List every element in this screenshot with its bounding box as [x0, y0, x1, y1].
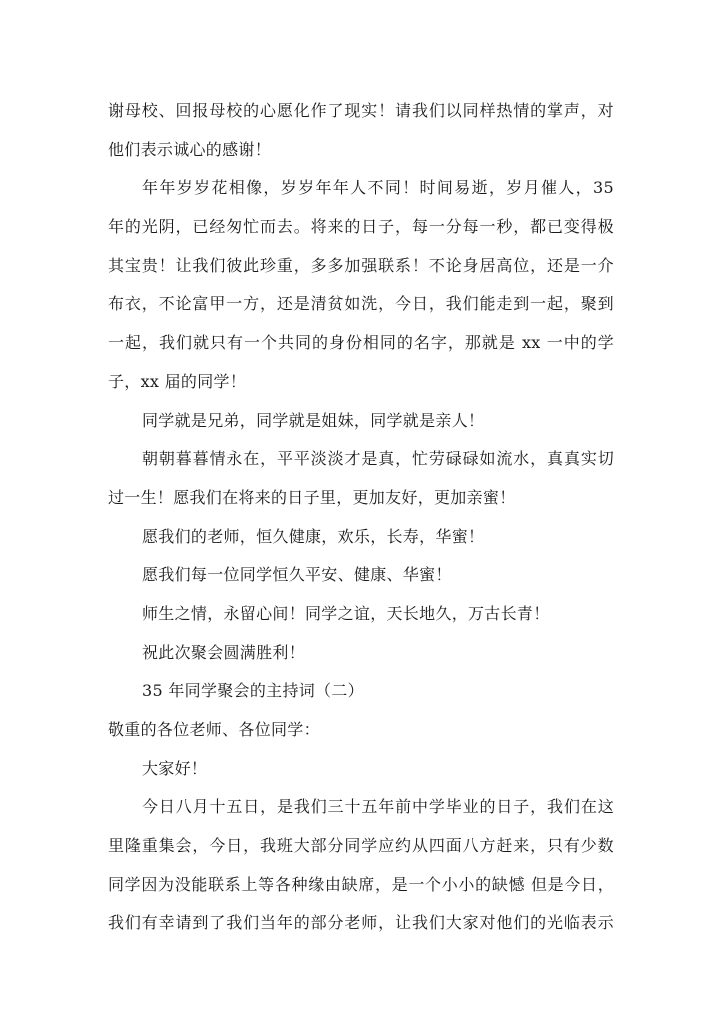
text-line: 愿我们的老师，恒久健康，欢乐，长寿，华蜜！	[142, 526, 485, 546]
text-line: 其宝贵！让我们彼此珍重，多多加强联系！不论身居高位，还是一介	[108, 255, 614, 275]
section-heading: 35 年同学聚会的主持词（二）	[142, 681, 364, 701]
salutation: 敬重的各位老师、各位同学：	[108, 720, 320, 739]
text-line: 同学就是兄弟，同学就是姐妹，同学就是亲人！	[142, 410, 485, 430]
text-line: 愿我们每一位同学恒久平安、健康、华蜜！	[142, 565, 452, 585]
greeting: 大家好！	[142, 758, 208, 778]
text-line: 师生之情，永留心间！同学之谊，天长地久，万古长青！	[142, 603, 550, 623]
text-line: 年年岁岁花相像，岁岁年年人不同！时间易逝，岁月催人，35	[142, 178, 614, 198]
text-line: 一起，我们就只有一个共同的身份相同的名字，那就是 xx 一中的学	[108, 333, 614, 353]
text-line: 子，xx 届的同学！	[108, 371, 247, 391]
text-line: 同学因为没能联系上等各种缘由缺席，是一个小小的缺憾 但是今日，	[108, 874, 614, 894]
text-line: 里隆重集会，今日，我班大部分同学应约从四面八方赶来，只有少数	[108, 836, 614, 856]
text-line: 今日八月十五日，是我们三十五年前中学毕业的日子，我们在这	[142, 797, 614, 817]
text-line: 他们表示诚心的感谢！	[108, 139, 272, 159]
text-line: 我们有幸请到了我们当年的部分老师，让我们大家对他们的光临表示	[108, 913, 614, 933]
text-line: 过一生！愿我们在将来的日子里，更加友好，更加亲蜜！	[108, 487, 516, 507]
text-line: 祝此次聚会圆满胜利！	[142, 642, 306, 662]
text-line: 布衣，不论富甲一方，还是清贫如洗，今日，我们能走到一起，聚到	[108, 294, 614, 314]
text-line: 谢母校、回报母校的心愿化作了现实！请我们以同样热情的掌声，对	[108, 101, 614, 120]
text-line: 朝朝暮暮情永在，平平淡淡才是真，忙劳碌碌如流水，真真实切	[142, 449, 614, 469]
text-line: 年的光阴，已经匆忙而去。将来的日子，每一分每一秒，都已变得极	[108, 217, 614, 237]
document-page	[108, 92, 614, 943]
